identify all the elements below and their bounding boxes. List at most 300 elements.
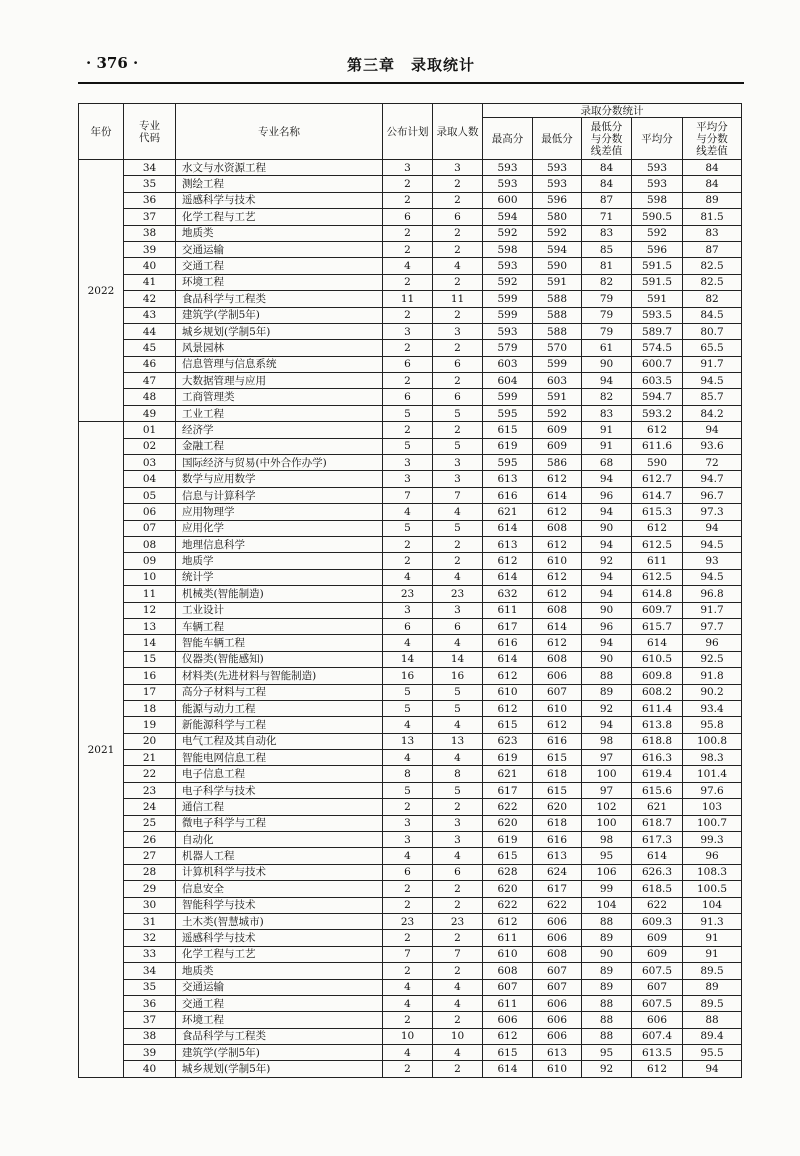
admitted-cell: 2 <box>433 241 483 257</box>
min-diff-cell: 95 <box>582 1045 632 1061</box>
min-cell: 624 <box>533 864 582 880</box>
avg-cell: 615.3 <box>632 504 683 520</box>
max-cell: 612 <box>483 700 533 716</box>
admitted-cell: 7 <box>433 946 483 962</box>
avg-cell: 614 <box>632 848 683 864</box>
admitted-cell: 2 <box>433 192 483 208</box>
avg-cell: 606 <box>632 1012 683 1028</box>
table-row <box>79 1061 742 1077</box>
table-row <box>79 192 742 208</box>
name-cell: 微电子科学与工程 <box>176 815 383 831</box>
min-cell: 590 <box>533 258 582 274</box>
max-cell: 615 <box>483 717 533 733</box>
code-cell: 45 <box>124 340 176 356</box>
max-cell: 617 <box>483 782 533 798</box>
plan-cell: 7 <box>383 487 433 503</box>
max-cell: 611 <box>483 930 533 946</box>
min-cell: 616 <box>533 733 582 749</box>
max-cell: 616 <box>483 635 533 651</box>
admitted-cell: 2 <box>433 176 483 192</box>
name-cell: 国际经济与贸易(中外合作办学) <box>176 455 383 471</box>
code-cell: 38 <box>124 225 176 241</box>
name-cell: 电子科学与技术 <box>176 782 383 798</box>
min-diff-cell: 89 <box>582 979 632 995</box>
avg-cell: 600.7 <box>632 356 683 372</box>
avg-diff-cell: 104 <box>683 897 742 913</box>
min-cell: 594 <box>533 241 582 257</box>
admitted-cell: 4 <box>433 995 483 1011</box>
min-diff-cell: 91 <box>582 438 632 454</box>
table-row <box>79 536 742 552</box>
avg-cell: 592 <box>632 225 683 241</box>
min-cell: 612 <box>533 717 582 733</box>
max-cell: 599 <box>483 307 533 323</box>
avg-cell: 618.5 <box>632 881 683 897</box>
max-cell: 632 <box>483 586 533 602</box>
max-cell: 598 <box>483 241 533 257</box>
avg-cell: 611 <box>632 553 683 569</box>
plan-cell: 10 <box>383 1028 433 1044</box>
avg-cell: 612.5 <box>632 536 683 552</box>
header-score-group: 录取分数统计 <box>483 104 742 118</box>
avg-diff-cell: 89 <box>683 192 742 208</box>
avg-diff-cell: 96.8 <box>683 586 742 602</box>
code-cell: 13 <box>124 618 176 634</box>
plan-cell: 2 <box>383 176 433 192</box>
avg-diff-cell: 94 <box>683 422 742 438</box>
avg-diff-cell: 84 <box>683 160 742 176</box>
max-cell: 621 <box>483 766 533 782</box>
table-row <box>79 848 742 864</box>
plan-cell: 2 <box>383 536 433 552</box>
code-cell: 49 <box>124 405 176 421</box>
table-row <box>79 241 742 257</box>
plan-cell: 4 <box>383 569 433 585</box>
plan-cell: 4 <box>383 979 433 995</box>
min-cell: 612 <box>533 569 582 585</box>
admitted-cell: 5 <box>433 684 483 700</box>
min-diff-cell: 91 <box>582 422 632 438</box>
name-cell: 工业设计 <box>176 602 383 618</box>
min-cell: 609 <box>533 422 582 438</box>
min-diff-cell: 94 <box>582 373 632 389</box>
min-cell: 622 <box>533 897 582 913</box>
min-cell: 593 <box>533 160 582 176</box>
min-diff-cell: 79 <box>582 323 632 339</box>
code-cell: 15 <box>124 651 176 667</box>
table-row <box>79 405 742 421</box>
avg-cell: 591.5 <box>632 274 683 290</box>
min-cell: 606 <box>533 1028 582 1044</box>
max-cell: 606 <box>483 1012 533 1028</box>
avg-cell: 590.5 <box>632 209 683 225</box>
min-diff-cell: 82 <box>582 389 632 405</box>
avg-cell: 615.7 <box>632 618 683 634</box>
min-diff-cell: 96 <box>582 618 632 634</box>
min-diff-cell: 90 <box>582 651 632 667</box>
code-cell: 25 <box>124 815 176 831</box>
avg-cell: 603.5 <box>632 373 683 389</box>
avg-diff-cell: 91.3 <box>683 913 742 929</box>
max-cell: 595 <box>483 455 533 471</box>
avg-diff-cell: 97.6 <box>683 782 742 798</box>
plan-cell: 5 <box>383 700 433 716</box>
avg-diff-cell: 80.7 <box>683 323 742 339</box>
min-diff-cell: 94 <box>582 569 632 585</box>
admitted-cell: 6 <box>433 209 483 225</box>
name-cell: 食品科学与工程类 <box>176 1028 383 1044</box>
min-cell: 612 <box>533 504 582 520</box>
avg-diff-cell: 103 <box>683 799 742 815</box>
max-cell: 615 <box>483 1045 533 1061</box>
admitted-cell: 13 <box>433 733 483 749</box>
avg-cell: 593 <box>632 176 683 192</box>
max-cell: 611 <box>483 602 533 618</box>
name-cell: 环境工程 <box>176 274 383 290</box>
admitted-cell: 4 <box>433 635 483 651</box>
min-cell: 606 <box>533 1012 582 1028</box>
admitted-cell: 8 <box>433 766 483 782</box>
admitted-cell: 5 <box>433 700 483 716</box>
avg-cell: 613.8 <box>632 717 683 733</box>
min-cell: 606 <box>533 668 582 684</box>
code-cell: 32 <box>124 930 176 946</box>
table-row <box>79 274 742 290</box>
table-row <box>79 995 742 1011</box>
min-diff-cell: 94 <box>582 536 632 552</box>
avg-cell: 612 <box>632 1061 683 1077</box>
code-cell: 44 <box>124 323 176 339</box>
avg-cell: 612 <box>632 422 683 438</box>
avg-cell: 609.8 <box>632 668 683 684</box>
plan-cell: 4 <box>383 504 433 520</box>
header-min: 最低分 <box>533 118 582 160</box>
admitted-cell: 3 <box>433 455 483 471</box>
name-cell: 交通运输 <box>176 241 383 257</box>
code-cell: 07 <box>124 520 176 536</box>
max-cell: 613 <box>483 471 533 487</box>
avg-cell: 591.5 <box>632 258 683 274</box>
avg-diff-cell: 93.6 <box>683 438 742 454</box>
code-cell: 40 <box>124 258 176 274</box>
code-cell: 12 <box>124 602 176 618</box>
plan-cell: 5 <box>383 438 433 454</box>
avg-diff-cell: 84 <box>683 176 742 192</box>
name-cell: 材料类(先进材料与智能制造) <box>176 668 383 684</box>
code-cell: 23 <box>124 782 176 798</box>
name-cell: 信息安全 <box>176 881 383 897</box>
plan-cell: 2 <box>383 422 433 438</box>
avg-cell: 593 <box>632 160 683 176</box>
admitted-cell: 23 <box>433 913 483 929</box>
code-cell: 33 <box>124 946 176 962</box>
table-row <box>79 832 742 848</box>
table-row <box>79 668 742 684</box>
table-row <box>79 586 742 602</box>
table-row <box>79 946 742 962</box>
plan-cell: 5 <box>383 405 433 421</box>
min-cell: 608 <box>533 651 582 667</box>
page-header <box>78 52 744 78</box>
plan-cell: 4 <box>383 258 433 274</box>
admitted-cell: 4 <box>433 504 483 520</box>
max-cell: 600 <box>483 192 533 208</box>
avg-diff-cell: 81.5 <box>683 209 742 225</box>
min-diff-cell: 89 <box>582 963 632 979</box>
table-row <box>79 471 742 487</box>
max-cell: 623 <box>483 733 533 749</box>
min-cell: 610 <box>533 553 582 569</box>
plan-cell: 4 <box>383 635 433 651</box>
min-cell: 607 <box>533 963 582 979</box>
avg-diff-cell: 87 <box>683 241 742 257</box>
max-cell: 617 <box>483 618 533 634</box>
admitted-cell: 2 <box>433 274 483 290</box>
min-cell: 614 <box>533 487 582 503</box>
table-row <box>79 323 742 339</box>
code-cell: 31 <box>124 913 176 929</box>
plan-cell: 2 <box>383 241 433 257</box>
code-cell: 47 <box>124 373 176 389</box>
table-row <box>79 602 742 618</box>
min-cell: 614 <box>533 618 582 634</box>
table-header <box>79 104 742 160</box>
plan-cell: 8 <box>383 766 433 782</box>
plan-cell: 5 <box>383 520 433 536</box>
min-diff-cell: 88 <box>582 913 632 929</box>
avg-cell: 591 <box>632 291 683 307</box>
avg-diff-cell: 94 <box>683 520 742 536</box>
table-row <box>79 520 742 536</box>
max-cell: 620 <box>483 881 533 897</box>
max-cell: 622 <box>483 897 533 913</box>
plan-cell: 2 <box>383 897 433 913</box>
min-diff-cell: 98 <box>582 733 632 749</box>
year-cell: 2022 <box>79 160 124 422</box>
admitted-cell: 4 <box>433 569 483 585</box>
table-row <box>79 733 742 749</box>
admitted-cell: 6 <box>433 356 483 372</box>
admitted-cell: 3 <box>433 602 483 618</box>
max-cell: 612 <box>483 1028 533 1044</box>
avg-cell: 615.6 <box>632 782 683 798</box>
table-row <box>79 569 742 585</box>
admitted-cell: 2 <box>433 307 483 323</box>
min-diff-cell: 71 <box>582 209 632 225</box>
max-cell: 592 <box>483 274 533 290</box>
code-cell: 14 <box>124 635 176 651</box>
name-cell: 水文与水资源工程 <box>176 160 383 176</box>
table-row <box>79 340 742 356</box>
max-cell: 599 <box>483 291 533 307</box>
avg-cell: 621 <box>632 799 683 815</box>
header-year: 年份 <box>79 104 124 160</box>
avg-diff-cell: 101.4 <box>683 766 742 782</box>
admitted-cell: 2 <box>433 930 483 946</box>
header-plan: 公布计划 <box>383 104 433 160</box>
min-diff-cell: 96 <box>582 487 632 503</box>
min-cell: 588 <box>533 291 582 307</box>
page-number: · 376 · <box>86 54 139 72</box>
table-row <box>79 979 742 995</box>
table-row <box>79 487 742 503</box>
min-cell: 599 <box>533 356 582 372</box>
name-cell: 建筑学(学制5年) <box>176 307 383 323</box>
avg-diff-cell: 84.2 <box>683 405 742 421</box>
code-cell: 46 <box>124 356 176 372</box>
min-cell: 593 <box>533 176 582 192</box>
plan-cell: 2 <box>383 553 433 569</box>
min-cell: 592 <box>533 405 582 421</box>
min-diff-cell: 81 <box>582 258 632 274</box>
min-diff-cell: 92 <box>582 1061 632 1077</box>
max-cell: 607 <box>483 979 533 995</box>
admitted-cell: 2 <box>433 881 483 897</box>
chapter-title: 第三章 录取统计 <box>346 56 475 74</box>
plan-cell: 4 <box>383 1045 433 1061</box>
admitted-cell: 4 <box>433 848 483 864</box>
year-cell: 2021 <box>79 422 124 1078</box>
name-cell: 高分子材料与工程 <box>176 684 383 700</box>
max-cell: 599 <box>483 389 533 405</box>
table-row <box>79 864 742 880</box>
admitted-cell: 3 <box>433 160 483 176</box>
name-cell: 工业工程 <box>176 405 383 421</box>
avg-cell: 618.7 <box>632 815 683 831</box>
plan-cell: 2 <box>383 1061 433 1077</box>
code-cell: 02 <box>124 438 176 454</box>
admitted-cell: 4 <box>433 1045 483 1061</box>
min-diff-cell: 88 <box>582 995 632 1011</box>
code-cell: 35 <box>124 979 176 995</box>
code-cell: 42 <box>124 291 176 307</box>
name-cell: 计算机科学与技术 <box>176 864 383 880</box>
max-cell: 614 <box>483 520 533 536</box>
max-cell: 614 <box>483 569 533 585</box>
name-cell: 建筑学(学制5年) <box>176 1045 383 1061</box>
plan-cell: 3 <box>383 323 433 339</box>
table-row <box>79 1012 742 1028</box>
max-cell: 612 <box>483 913 533 929</box>
min-cell: 613 <box>533 848 582 864</box>
plan-cell: 3 <box>383 455 433 471</box>
name-cell: 金融工程 <box>176 438 383 454</box>
avg-cell: 609 <box>632 946 683 962</box>
min-cell: 608 <box>533 946 582 962</box>
admitted-cell: 6 <box>433 864 483 880</box>
min-diff-cell: 61 <box>582 340 632 356</box>
min-diff-cell: 100 <box>582 766 632 782</box>
code-cell: 43 <box>124 307 176 323</box>
min-diff-cell: 88 <box>582 668 632 684</box>
plan-cell: 2 <box>383 1012 433 1028</box>
plan-cell: 2 <box>383 192 433 208</box>
admitted-cell: 2 <box>433 1061 483 1077</box>
name-cell: 交通工程 <box>176 995 383 1011</box>
avg-diff-cell: 94.5 <box>683 373 742 389</box>
min-diff-cell: 90 <box>582 946 632 962</box>
code-cell: 08 <box>124 536 176 552</box>
admitted-cell: 2 <box>433 1012 483 1028</box>
code-cell: 28 <box>124 864 176 880</box>
name-cell: 信息与计算科学 <box>176 487 383 503</box>
table-row <box>79 373 742 389</box>
avg-diff-cell: 83 <box>683 225 742 241</box>
table-row <box>79 389 742 405</box>
min-diff-cell: 89 <box>582 684 632 700</box>
min-diff-cell: 85 <box>582 241 632 257</box>
avg-diff-cell: 98.3 <box>683 750 742 766</box>
plan-cell: 5 <box>383 782 433 798</box>
name-cell: 化学工程与工艺 <box>176 946 383 962</box>
admitted-cell: 4 <box>433 717 483 733</box>
header-name: 专业名称 <box>176 104 383 160</box>
table-row <box>79 209 742 225</box>
code-cell: 11 <box>124 586 176 602</box>
admitted-cell: 2 <box>433 536 483 552</box>
admitted-cell: 2 <box>433 422 483 438</box>
min-cell: 612 <box>533 635 582 651</box>
plan-cell: 2 <box>383 373 433 389</box>
min-diff-cell: 87 <box>582 192 632 208</box>
code-cell: 48 <box>124 389 176 405</box>
max-cell: 610 <box>483 946 533 962</box>
code-cell: 09 <box>124 553 176 569</box>
code-cell: 04 <box>124 471 176 487</box>
table-row <box>79 160 742 176</box>
name-cell: 地质类 <box>176 963 383 979</box>
avg-diff-cell: 100.8 <box>683 733 742 749</box>
name-cell: 城乡规划(学制5年) <box>176 1061 383 1077</box>
plan-cell: 4 <box>383 848 433 864</box>
admitted-cell: 2 <box>433 799 483 815</box>
code-cell: 41 <box>124 274 176 290</box>
avg-diff-cell: 91.7 <box>683 602 742 618</box>
header-admitted: 录取人数 <box>433 104 483 160</box>
min-diff-cell: 97 <box>582 750 632 766</box>
name-cell: 交通运输 <box>176 979 383 995</box>
min-diff-cell: 99 <box>582 881 632 897</box>
code-cell: 39 <box>124 1045 176 1061</box>
min-diff-cell: 95 <box>582 848 632 864</box>
table-body <box>79 160 742 1078</box>
code-cell: 16 <box>124 668 176 684</box>
admitted-cell: 2 <box>433 340 483 356</box>
avg-cell: 626.3 <box>632 864 683 880</box>
header-rule <box>78 82 744 84</box>
avg-diff-cell: 93 <box>683 553 742 569</box>
avg-cell: 610.5 <box>632 651 683 667</box>
admitted-cell: 4 <box>433 750 483 766</box>
table-row <box>79 307 742 323</box>
avg-cell: 574.5 <box>632 340 683 356</box>
avg-diff-cell: 94.5 <box>683 569 742 585</box>
avg-diff-cell: 95.8 <box>683 717 742 733</box>
admitted-cell: 23 <box>433 586 483 602</box>
name-cell: 大数据管理与应用 <box>176 373 383 389</box>
name-cell: 智能车辆工程 <box>176 635 383 651</box>
admitted-cell: 5 <box>433 782 483 798</box>
plan-cell: 4 <box>383 995 433 1011</box>
min-cell: 606 <box>533 930 582 946</box>
table-row <box>79 717 742 733</box>
min-diff-cell: 94 <box>582 504 632 520</box>
avg-diff-cell: 99.3 <box>683 832 742 848</box>
header-code: 专业 代码 <box>124 104 176 160</box>
min-cell: 588 <box>533 307 582 323</box>
admitted-cell: 5 <box>433 405 483 421</box>
min-diff-cell: 94 <box>582 471 632 487</box>
